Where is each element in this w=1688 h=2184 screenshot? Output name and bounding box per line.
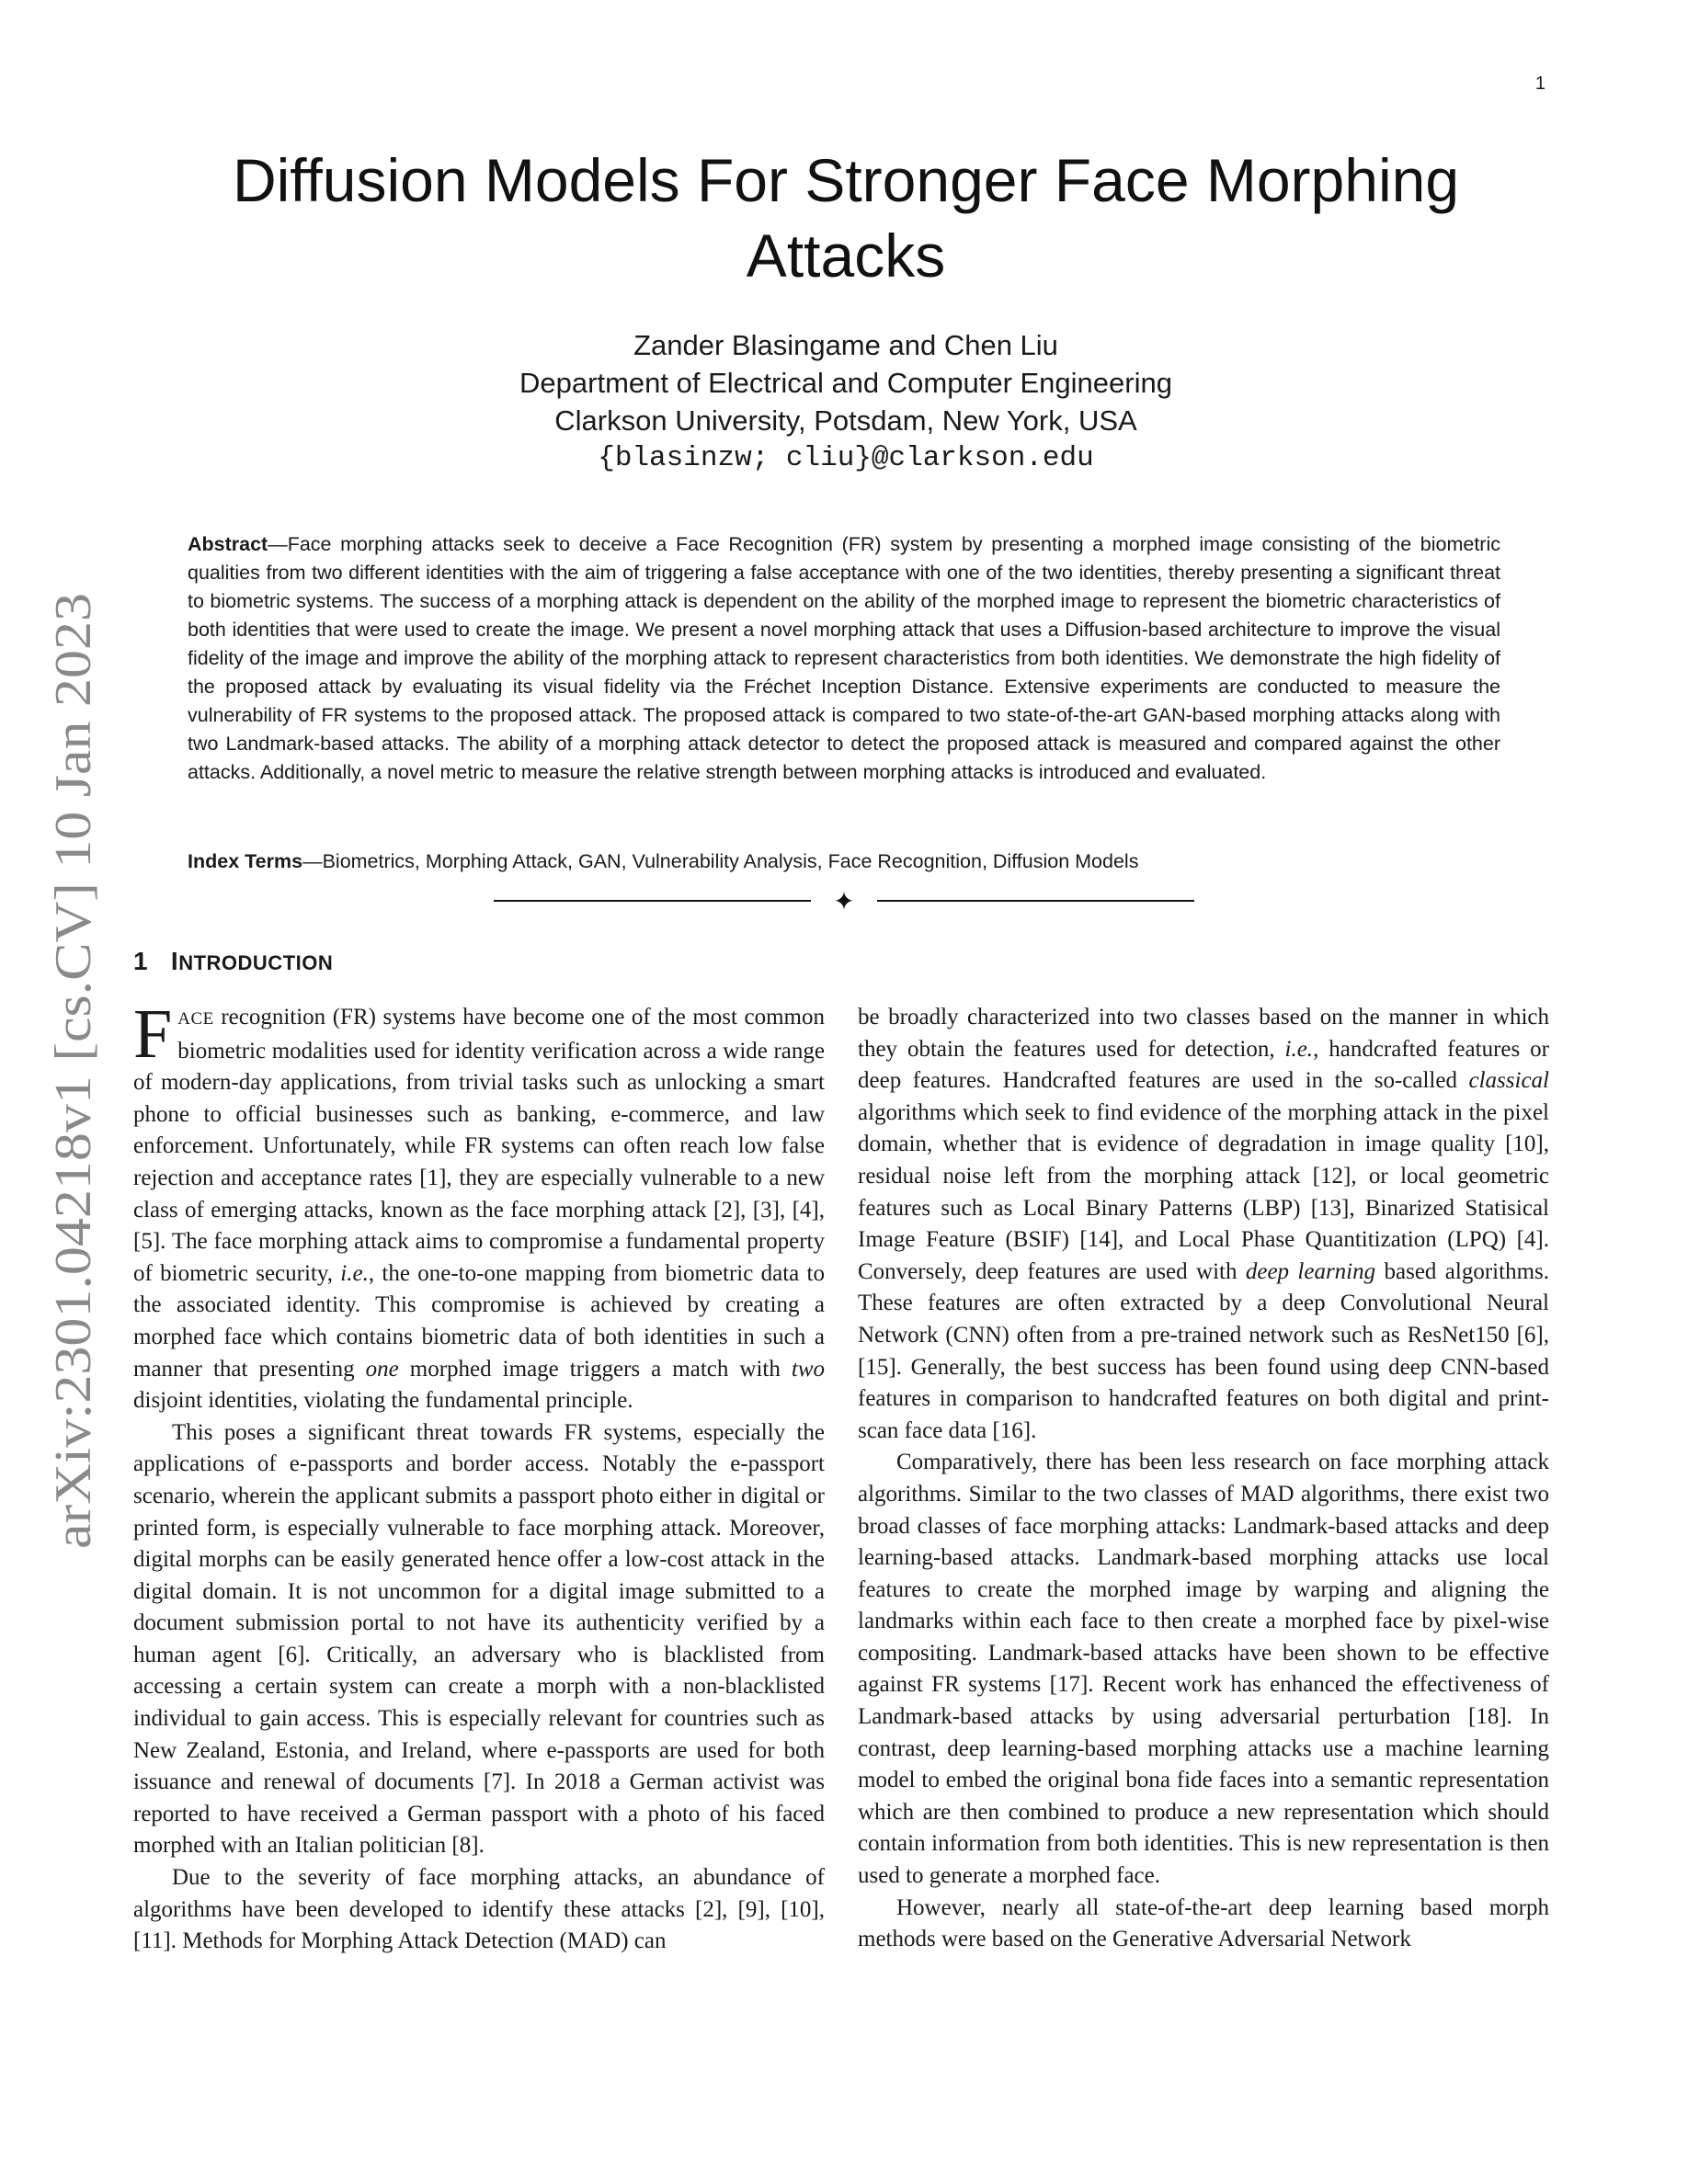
index-terms: [188, 847, 1500, 876]
page-number: 1: [1534, 74, 1545, 94]
right-p1-text-b: , handcrafted features or deep features. Handcrafted features are used in the so-called: [858, 1036, 1550, 1094]
author-names: Zander Blasingame and Chen Liu: [633, 329, 1058, 361]
author-department: Department of Electrical and Computer Engineering: [519, 367, 1172, 399]
right-paragraph-3: However, nearly all state-of-the-art deep learning based morph methods were based on the Generative Adversarial Network: [858, 1894, 1549, 1952]
left-p1-one: one: [365, 1356, 399, 1382]
section-title-rest: NTRODUCTION: [178, 951, 334, 974]
right-p1-deep-learning: deep learning: [1245, 1258, 1376, 1284]
section-divider: [494, 888, 1194, 914]
index-terms-text: —Biometrics, Morphing Attack, GAN, Vulnerability Analysis, Face Recognition, Diffusion Models: [302, 850, 1139, 872]
author-affiliation: Clarkson University, Potsdam, New York, USA: [554, 404, 1137, 437]
left-p1-two: two: [791, 1356, 825, 1382]
section-heading: [133, 947, 333, 976]
index-terms-label: Index Terms: [188, 850, 303, 872]
arxiv-side-stamp: [18, 588, 110, 1553]
left-p1-text-c: morphed image triggers a match with: [398, 1356, 792, 1382]
right-p1-ie: i.e.: [1284, 1036, 1314, 1062]
dropcap: F: [133, 995, 173, 1073]
left-p1-text-d: disjoint identities, violating the fundamental principle.: [133, 1388, 633, 1414]
left-p1-text-b: , the one-to-one mapping from biometric data to the associated identity. This compromise is achieved by creating a morphed face which contains biometric data of both identities in such a manner that presenting: [133, 1260, 825, 1382]
paper-title: Diffusion Models For Stronger Face Morphing Attacks: [232, 146, 1460, 290]
right-paragraph-1: [858, 1002, 1549, 1447]
left-p1-ie: i.e.: [340, 1260, 369, 1286]
author-block: [184, 326, 1508, 477]
abstract-label: Abstract: [188, 533, 268, 555]
abstract: [188, 530, 1500, 787]
section-number: 1: [133, 947, 149, 975]
right-p1-classical: classical: [1468, 1068, 1549, 1094]
divider-diamond-icon: ✦: [833, 888, 855, 914]
left-column: [133, 995, 825, 1958]
author-email: {blasinzw; cliu}@clarkson.edu: [598, 442, 1094, 474]
right-paragraph-2: Comparatively, there has been less research on face morphing attack algorithms. Similar to the two classes of MAD algorithms, there exist two broad classes of face morphing attacks: Landmark-based attacks and deep learning-based attacks. Landmark-based morphing attacks use local features to create the morphed image by warping and aligning the landmarks within each face to then create a morphed face by pixel-wise compositing. Landmark-based attacks have been shown to be effective against FR systems [17]. Recent work has enhanced the effectiveness of Landmark-based attacks by using adversarial perturbation [18]. In contrast, deep learning-based morphing attacks use a machine learning model to embed the original bona fide faces into a semantic representation which are then combined to produce a new representation which should contain information from both identities. This is new representation is then used to generate a morphed face.: [858, 1450, 1549, 1889]
left-paragraph-2: This poses a significant threat towards FR systems, especially the applications of e-passports and border access. Notably the e-passport scenario, wherein the applicant submits a passport photo either in digital or printed form, is especially vulnerable to face morphing attack. Moreover, digital morphs can be easily generated hence offer a low-cost attack in the digital domain. It is not uncommon for a digital image submitted to a document submission portal to not have its authenticity verified by a human agent [6]. Critically, an adversary who is blacklisted from accessing a certain system can create a morph with a non-blacklisted individual to gain access. This is especially relevant for countries such as New Zealand, Estonia, and Ireland, where e-passports are used for both issuance and renewal of documents [7]. In 2018 a German activist was reported to have received a German passport with a photo of his faced morphed with an Italian politician [8].: [133, 1419, 825, 1859]
left-paragraph-3: Due to the severity of face morphing attacks, an abundance of algorithms have been developed to identify these attacks [2], [9], [10], [11]. Methods for Morphing Attack Detection (MAD) can: [133, 1865, 825, 1954]
dropcap-smallcaps: ACE: [177, 1009, 214, 1029]
right-column: [858, 1002, 1549, 1956]
right-p1-text-c: algorithms which seek to find evidence of the morphing attack in the pixel domain, whether that is evidence of degradation in image quality [10], residual noise left from the morphing attack [12], or local geometric features such as Local Binary Patterns (LBP) [13], Binarized Statisical Image Feature (BSIF) [14], and Local Phase Quantitization (LPQ) [4]. Conversely, deep features are used with: [858, 1099, 1549, 1284]
section-title-cap: I: [170, 947, 179, 975]
left-paragraph-1: [133, 995, 825, 1417]
right-p1-text-d: based algorithms. These features are often extracted by a deep Convolutional Neural Network (CNN) often from a pre-trained network such as ResNet150 [6], [15]. Generally, the best success has been found using deep CNN-based features in comparison to handcrafted features on both digital and print-scan face data [16].: [858, 1258, 1549, 1443]
right-p1-text-a: be broadly characterized into two classes based on the manner in which they obtain the features used for detection,: [858, 1005, 1549, 1062]
abstract-text: —Face morphing attacks seek to deceive a Face Recognition (FR) system by presenting a morphed image consisting of the biometric qualities from two different identities with the aim of triggering a false acceptance with one of the two identities, thereby presenting a significant threat to biometric systems. The success of a morphing attack is dependent on the ability of the morphed image to represent the biometric characteristics of both identities that were used to create the image. We present a novel morphing attack that uses a Diffusion-based architecture to improve the visual fidelity of the image and improve the ability of the morphing attack to represent characteristics from both identities. We demonstrate the high fidelity of the proposed attack by evaluating its visual fidelity via the Fréchet Inception Distance. Extensive experiments are conducted to measure the vulnerability of FR systems to the proposed attack. The proposed attack is compared to two state-of-the-art GAN-based morphing attacks along with two Landmark-based attacks. The ability of a morphing attack detector to detect the proposed attack is measured and compared against the other attacks. Additionally, a novel metric to measure the relative strength between morphing attacks is introduced and evaluated.: [188, 533, 1500, 783]
arxiv-stamp-text: arXiv:2301.04218v1 [cs.CV] 10 Jan 2023: [45, 685, 102, 1549]
left-p1-text-a: recognition (FR) systems have become one of the most common biometric modalities used for identity verification across a wide range of modern-day applications, from trivial tasks such as unlocking a smart phone to official businesses such as banking, e-commerce, and law enforcement. Unfortunately, while FR systems can often reach low false rejection and acceptance rates [1], they are especially vulnerable to a new class of emerging attacks, known as the face morphing attack [2], [3], [4], [5]. The face morphing attack aims to compromise a fundamental property of biometric security,: [133, 1005, 825, 1286]
